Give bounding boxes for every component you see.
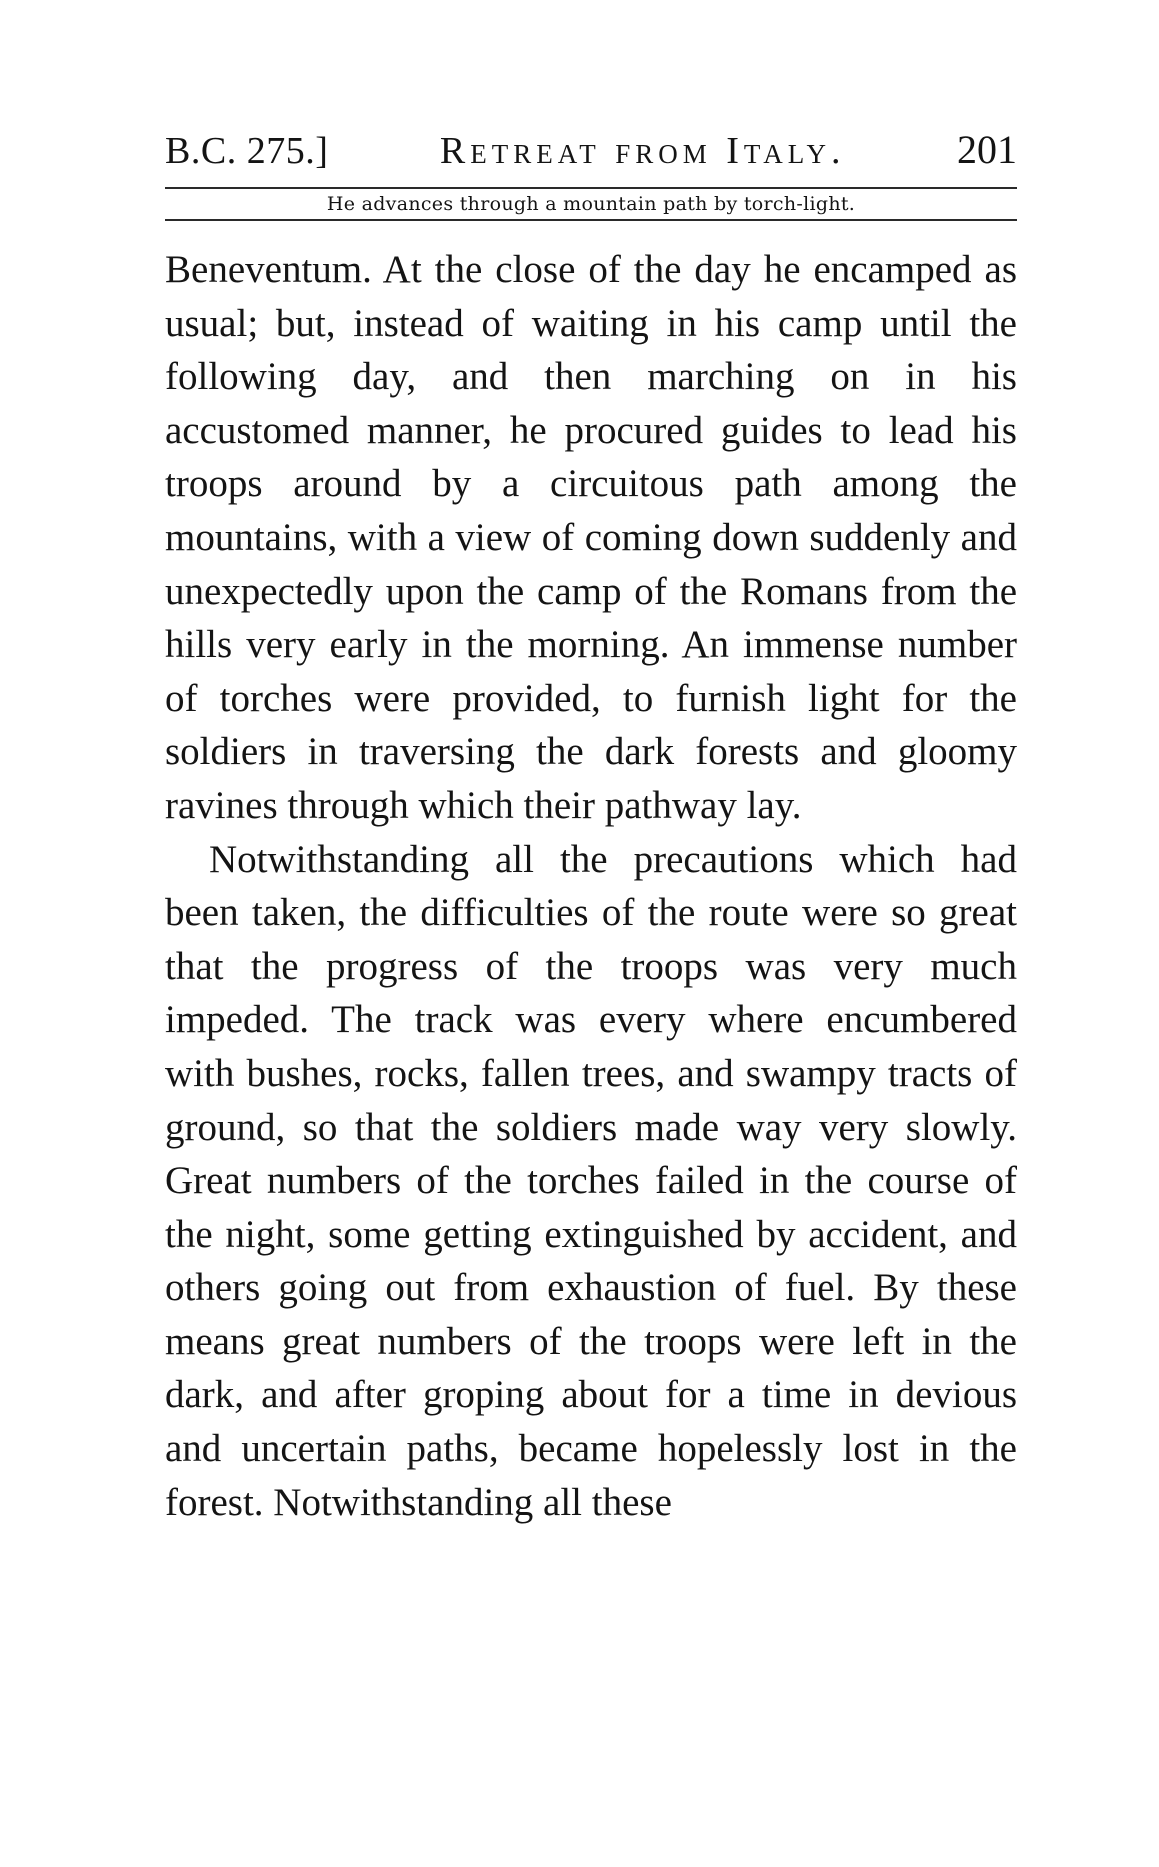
header-rule-bottom bbox=[165, 219, 1017, 221]
section-subheading: He advances through a mountain path by torch-light. bbox=[326, 193, 856, 215]
paragraph: Notwithstanding all the precautions which had been taken, the difficulties of the route were so great that the progress of the troops was very much impeded. The track was every where encumbered with bushes, rocks, fallen trees, and swampy tracts of ground, so that the soldiers made way very slowly. Great numbers of the torches failed in the course of the night, some getting extinguished by accident, and others going out from exhaustion of fuel. By these means great numbers of the troops were left in the dark, and after groping about for a time in devious and uncertain paths, became hopelessly lost in the forest. Notwithstanding all these bbox=[165, 837, 1017, 1524]
header-year: B.C. 275.] bbox=[165, 130, 329, 172]
header-title: Retreat from Italy. bbox=[439, 130, 846, 172]
book-page bbox=[165, 128, 1017, 1529]
body-text bbox=[165, 243, 1017, 1529]
running-head bbox=[165, 128, 1017, 173]
paragraph: Beneventum. At the close of the day he encamped as usual; but, instead of waiting in his camp until the following day, and then marching on in his accustomed manner, he procured guides to lead his troops around by a circuitous path among the mountains, with a view of coming down suddenly and unexpectedly upon the camp of the Romans from the hills very early in the morning. An immense number of torches were provided, to furnish light for the soldiers in traversing the dark forests and gloomy ravines through which their pathway lay. bbox=[165, 248, 1017, 827]
page-number: 201 bbox=[957, 127, 1017, 172]
